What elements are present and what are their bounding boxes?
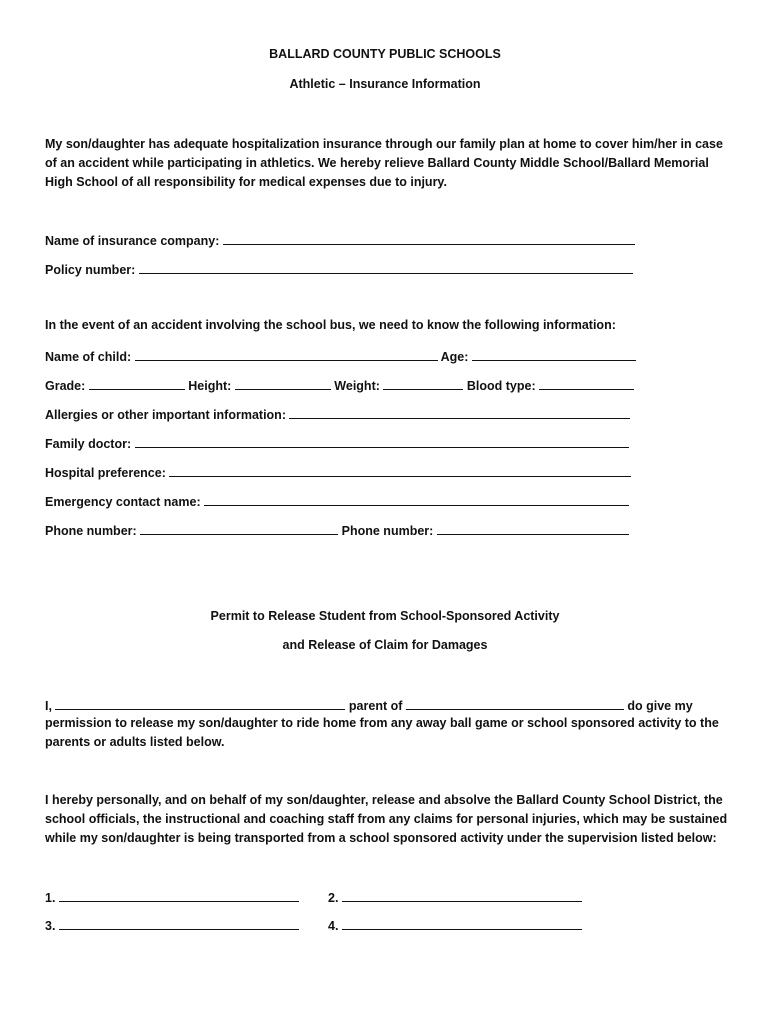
grade-line[interactable]: [89, 376, 185, 390]
policy-number-line[interactable]: [139, 260, 633, 274]
hospital-preference-line[interactable]: [169, 463, 631, 477]
insurance-company-field[interactable]: [45, 231, 635, 248]
parent-statement-row: [45, 696, 693, 713]
phone-row: [45, 521, 629, 538]
adult-number-3: 3.: [45, 919, 56, 933]
adult-entry-4[interactable]: [328, 916, 582, 933]
family-doctor-line[interactable]: [135, 434, 629, 448]
height-label: Height:: [188, 379, 232, 393]
allergies-line[interactable]: [289, 405, 630, 419]
emergency-contact-label: Emergency contact name:: [45, 495, 201, 509]
height-line[interactable]: [235, 376, 331, 390]
emergency-contact-line[interactable]: [204, 492, 629, 506]
district-title: BALLARD COUNTY PUBLIC SCHOOLS: [269, 47, 501, 61]
phone-number-label-2: Phone number:: [341, 524, 434, 538]
release-text: I hereby personally, and on behalf of my son/daughter, release and absolve the Ballard County School District, the school officials, the instructional and coaching staff from any claims for personal injuries, which may be sustained while my son/daughter is being transported from a school sponsored activity under the supervision listed below:: [45, 793, 728, 845]
physical-row: [45, 376, 634, 393]
insurance-company-label: Name of insurance company:: [45, 234, 220, 248]
adult-number-2: 2.: [328, 891, 339, 905]
adult-entry-1[interactable]: [45, 888, 299, 905]
family-doctor-field[interactable]: [45, 434, 629, 451]
adult-line-2[interactable]: [342, 888, 582, 902]
adult-line-4[interactable]: [342, 916, 582, 930]
emergency-contact-field[interactable]: [45, 492, 629, 509]
permission-text: permission to release my son/daughter to ride home from any away ball game or school sponsored activity to the parents or adults listed below.: [45, 716, 719, 749]
parent-name-line[interactable]: [55, 696, 345, 710]
adult-number-4: 4.: [328, 919, 339, 933]
child-name-line[interactable]: [135, 347, 438, 361]
policy-number-field[interactable]: [45, 260, 633, 277]
family-doctor-label: Family doctor:: [45, 437, 132, 451]
allergies-label: Allergies or other important information:: [45, 408, 286, 422]
insurance-statement: My son/daughter has adequate hospitalization insurance through our family plan at home to cover him/her in case of an accident while participating in athletics. We hereby relieve Ballard County Middle School/Ballard Memorial High School of all responsibility for medical expenses due to injury.: [45, 137, 723, 189]
permit-title-2: and Release of Claim for Damages: [282, 638, 488, 652]
blood-type-line[interactable]: [539, 376, 634, 390]
phone-number-line-1[interactable]: [140, 521, 338, 535]
phone-number-line-2[interactable]: [437, 521, 629, 535]
weight-line[interactable]: [383, 376, 463, 390]
adult-entry-3[interactable]: [45, 916, 299, 933]
blood-type-label: Blood type:: [466, 379, 536, 393]
grade-label: Grade:: [45, 379, 86, 393]
adult-entry-2[interactable]: [328, 888, 582, 905]
child-name-label: Name of child:: [45, 350, 132, 364]
weight-label: Weight:: [334, 379, 380, 393]
hospital-preference-field[interactable]: [45, 463, 631, 480]
do-give-label: do give my: [627, 699, 693, 713]
age-line[interactable]: [472, 347, 636, 361]
insurance-company-line[interactable]: [223, 231, 635, 245]
i-label: I,: [45, 699, 52, 713]
phone-number-label-1: Phone number:: [45, 524, 137, 538]
hospital-preference-label: Hospital preference:: [45, 466, 166, 480]
form-title: Athletic – Insurance Information: [289, 77, 481, 91]
child-name-row: [45, 347, 636, 364]
adult-number-1: 1.: [45, 891, 56, 905]
age-label: Age:: [440, 350, 469, 364]
bus-intro: In the event of an accident involving the school bus, we need to know the following information:: [45, 318, 616, 332]
policy-number-label: Policy number:: [45, 263, 136, 277]
allergies-field[interactable]: [45, 405, 630, 422]
adult-line-1[interactable]: [59, 888, 299, 902]
adult-line-3[interactable]: [59, 916, 299, 930]
permit-title-1: Permit to Release Student from School-Sponsored Activity: [210, 609, 560, 623]
parent-of-label: parent of: [348, 699, 403, 713]
student-name-line[interactable]: [406, 696, 624, 710]
